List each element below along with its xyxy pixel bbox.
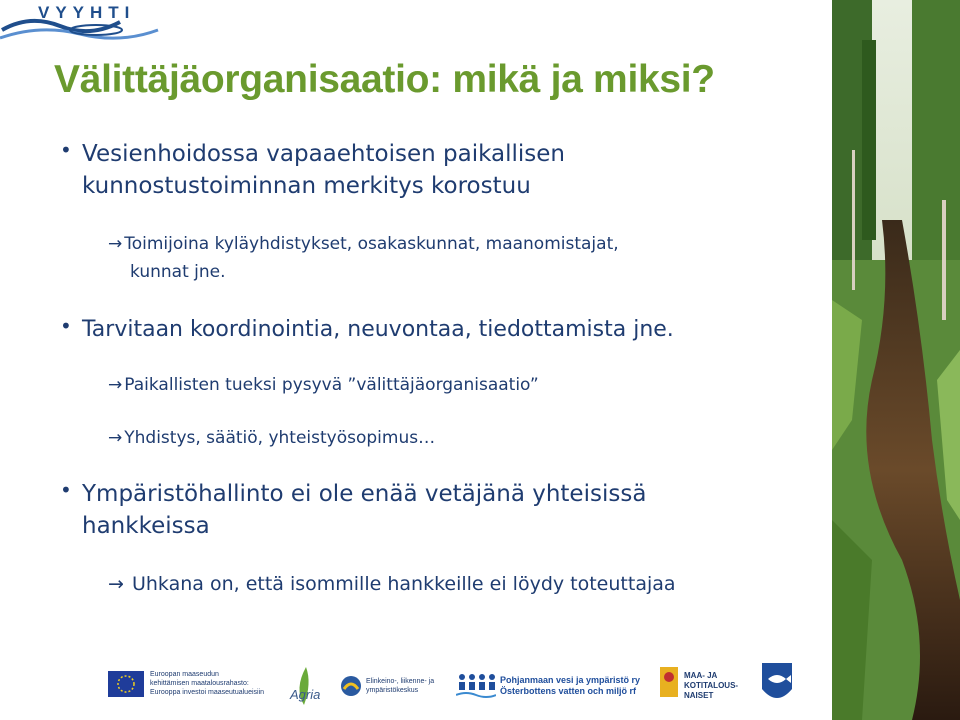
subpoint-item [108, 371, 539, 399]
arrow-right-icon: → [108, 375, 123, 395]
mkn-text [684, 671, 738, 701]
eu-line: Eurooppa investoi maaseutualueisiin [150, 689, 265, 696]
eu-flag-icon [108, 671, 144, 697]
mkn-line: KOTITALOUS- [684, 681, 739, 690]
bullet-icon: • [60, 478, 72, 502]
subpoint-line: Yhdistys, säätiö, yhteistyösopimus… [124, 428, 436, 448]
subpoint-line: Uhkana on, että isommille hankkeille ei löydy toteuttajaa [125, 573, 676, 595]
bullet-line: Ympäristöhallinto ei ole enää vetäjänä yhteisissä [82, 481, 647, 507]
arrow-right-icon: → [108, 234, 123, 254]
pohjanmaa-line: Pohjanmaan vesi ja ympäristö ry [500, 675, 641, 685]
fish-shield-icon [760, 661, 794, 707]
subpoint-line: Toimijoina kyläyhdistykset, osakaskunnat, maanomistajat, [124, 234, 619, 254]
footer-logos [0, 655, 832, 720]
river-photo [832, 0, 960, 720]
eu-line: kehittämisen maatalousrahasto: [150, 680, 249, 687]
bullet-icon: • [60, 138, 72, 162]
slide-title: Välittäjäorganisaatio: mikä ja miksi? [54, 58, 715, 101]
mkn-flower-icon [658, 665, 680, 699]
bullet-line: Tarvitaan koordinointia, neuvontaa, tiedottamista jne. [82, 317, 674, 342]
subpoint-line: Paikallisten tueksi pysyvä ”välittäjäorganisaatio” [124, 375, 539, 395]
subpoint-item [108, 424, 435, 452]
bullet-line: Vesienhoidossa vapaaehtoisen paikallisen [82, 141, 565, 167]
mkn-line: NAISET [684, 691, 714, 700]
bullet-text [82, 314, 674, 346]
pohjanmaa-text [500, 675, 640, 697]
subpoint-item [108, 230, 619, 286]
people-wave-icon [456, 671, 496, 699]
agria-logo-text: Agria [290, 687, 321, 702]
bullet-text [82, 478, 646, 542]
mkn-line: MAA- JA [684, 671, 718, 680]
logo-text: VYYHTI [38, 3, 136, 22]
bullet-text [82, 138, 565, 202]
subpoint-item [108, 570, 676, 598]
ely-line: Elinkeino-, liikenne- ja [366, 678, 435, 685]
bullet-icon: • [60, 314, 72, 338]
ely-centre-icon [340, 675, 362, 697]
bullet-line: kunnostustoiminnan merkitys korostuu [82, 173, 531, 199]
river-landscape-image [832, 0, 960, 720]
arrow-right-icon: → [108, 428, 123, 448]
bullet-line: hankkeissa [82, 513, 210, 539]
arrow-right-icon: → [108, 573, 124, 595]
eu-line: Euroopan maaseudun [150, 671, 219, 678]
pohjanmaa-line: Österbottens vatten och miljö rf [500, 686, 637, 696]
ely-line: ympäristökeskus [366, 687, 419, 694]
ely-centre-text [366, 677, 434, 695]
subpoint-line: kunnat jne. [130, 262, 226, 282]
eu-funding-text [150, 670, 264, 697]
